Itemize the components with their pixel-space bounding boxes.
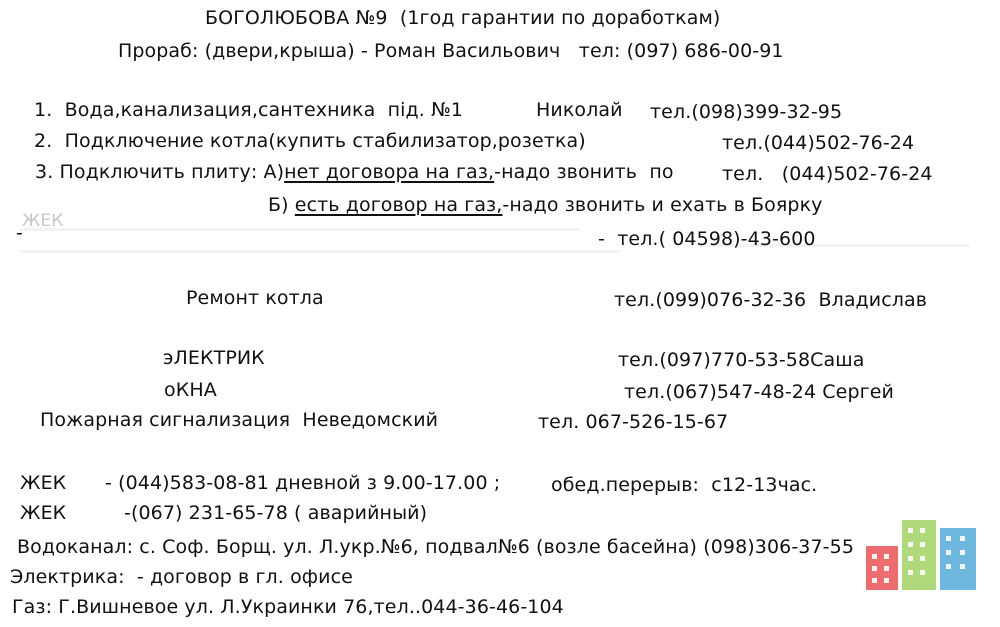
item-3-line — [35, 161, 674, 183]
item-1-phone: тел.(098)399-32-95 — [650, 101, 843, 123]
jek-label: ЖЕК — [20, 502, 67, 524]
jek-lunch: обед.перерыв: с12-13час. — [551, 474, 818, 496]
item-2-text: 2. Подключение котла(купить стабилизатор,розетка) — [34, 130, 586, 152]
item-3b-underlined: есть договор на газ, — [294, 194, 503, 216]
item-3-suffix: -надо звонить по — [494, 161, 674, 183]
contact-phone: тел.(067)547-48-24 Сергей — [624, 381, 894, 403]
item-3b-suffix: -надо звонить и ехать в Боярку — [502, 194, 823, 216]
item-3b-line — [268, 194, 823, 216]
buildings-logo-icon — [862, 520, 982, 590]
item-2-phone: тел.(044)502-76-24 — [722, 132, 915, 154]
scan-noise — [20, 228, 580, 231]
contact-service: Пожарная сигнализация Неведомский — [40, 409, 439, 431]
contact-phone: тел. 067-526-15-67 — [538, 411, 729, 433]
contact-service: оКНА — [164, 379, 217, 401]
jek-info: - (044)583-08-81 дневной з 9.00-17.00 ; — [105, 472, 501, 494]
contact-phone: тел.(097)770-53-58Саша — [618, 349, 865, 371]
foreman-line: Прораб: (двери,крыша) - Роман Васильович тел: (097) 686-00-91 — [118, 40, 784, 62]
contact-service: Ремонт котла — [186, 287, 324, 309]
electric-line: Электрика: - договор в гл. офисе — [10, 566, 353, 588]
water-line: Водоканал: с. Соф. Борщ. ул. Л.укр.№6, подвал№6 (возле басейна) (098)306-37-55 — [17, 536, 855, 558]
item-1-text: 1. Вода,канализация,сантехника під. №1 — [34, 99, 464, 121]
scan-noise — [20, 250, 620, 253]
contact-phone: тел.(099)076-32-36 Владислав — [614, 289, 928, 311]
ghost-jek-text: ЖЕК — [22, 211, 64, 231]
ghost-dash: - — [16, 222, 23, 244]
jek-label: ЖЕК — [20, 472, 67, 494]
item-3b-prefix: Б) — [268, 194, 295, 216]
jek-info: -(067) 231-65-78 ( аварийный) — [124, 502, 428, 524]
item-1-name: Николай — [536, 99, 623, 121]
document-title: БОГОЛЮБОВА №9 (1год гарантии по доработкам) — [205, 7, 721, 29]
item-3-underlined: нет договора на газ, — [284, 161, 495, 183]
gas-line: Газ: Г.Вишневое ул. Л.Украинки 76,тел..044-36-46-104 — [12, 596, 564, 618]
contact-service: эЛЕКТРИК — [163, 347, 265, 369]
item-3-phone: тел. (044)502-76-24 — [722, 163, 933, 185]
item-3-prefix: 3. Подключить плиту: А) — [35, 161, 285, 183]
item-3b-phone: - тел.( 04598)-43-600 — [598, 228, 816, 250]
